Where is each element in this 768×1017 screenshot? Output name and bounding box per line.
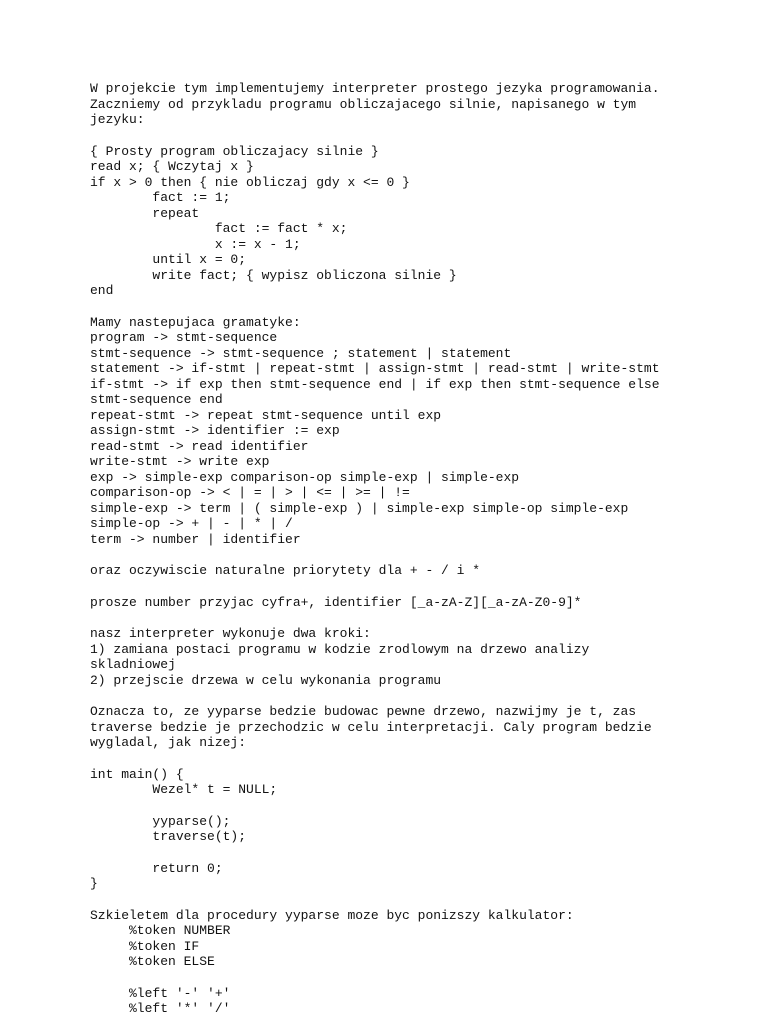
blank-line xyxy=(90,547,760,563)
text-line: int main() { xyxy=(90,766,184,782)
text-line: traverse bedzie je przechodzic w celu interpretacji. Caly program bedzie xyxy=(90,719,652,735)
text-line: stmt-sequence end xyxy=(90,392,223,407)
blank-line xyxy=(90,845,760,861)
text-line: Mamy nastepujaca gramatyke: xyxy=(90,314,301,330)
text-line: fact := fact * x; xyxy=(90,221,348,236)
text-line: traverse(t); xyxy=(90,829,247,844)
text-line: Oznacza to, ze yyparse bedzie budowac pewne drzewo, nazwijmy je t, zas xyxy=(90,704,637,719)
text-line: nasz interpreter wykonuje dwa kroki: xyxy=(90,626,371,641)
text-line: write fact; { wypisz obliczona silnie } xyxy=(90,267,457,283)
text-line: W projekcie tym implementujemy interpreter prostego jezyka programowania. xyxy=(90,81,660,96)
text-line: if-stmt -> if exp then stmt-sequence end | if exp then stmt-sequence else xyxy=(90,376,660,392)
text-line: x := x - 1; xyxy=(90,236,301,252)
text-line: exp -> simple-exp comparison-op simple-exp | simple-exp xyxy=(90,469,520,485)
text-line: until x = 0; xyxy=(90,252,247,267)
text-line: wygladal, jak nizej: xyxy=(90,735,247,750)
text-line: repeat xyxy=(90,205,200,221)
text-line: jezyku: xyxy=(90,112,145,127)
blank-line xyxy=(90,299,760,315)
text-line: end xyxy=(90,283,114,298)
text-line: 2) przejscie drzewa w celu wykonania programu xyxy=(90,672,442,688)
text-line: simple-exp -> term | ( simple-exp ) | simple-exp simple-op simple-exp xyxy=(90,500,629,516)
text-line: %left '*' '/' xyxy=(90,1001,231,1016)
text-line: Szkieletem dla procedury yyparse moze byc ponizszy kalkulator: xyxy=(90,907,574,923)
text-line: 1) zamiana postaci programu w kodzie zrodlowym na drzewo analizy xyxy=(90,641,590,657)
text-line: oraz oczywiscie naturalne priorytety dla + - / i * xyxy=(90,563,481,578)
blank-line xyxy=(90,892,760,908)
text-line: skladniowej xyxy=(90,657,176,672)
text-line: return 0; xyxy=(90,860,223,876)
text-line: } xyxy=(90,876,98,891)
blank-line xyxy=(90,970,760,986)
blank-line xyxy=(90,798,760,814)
text-line: assign-stmt -> identifier := exp xyxy=(90,423,340,438)
blank-line xyxy=(90,751,760,767)
text-line: simple-op -> + | - | * | / xyxy=(90,516,293,531)
blank-line xyxy=(90,688,760,704)
text-line: repeat-stmt -> repeat stmt-sequence until exp xyxy=(90,407,442,423)
text-line: comparison-op -> < | = | > | <= | >= | != xyxy=(90,485,410,500)
text-line: if x > 0 then { nie obliczaj gdy x <= 0 } xyxy=(90,174,410,190)
text-line: %left '-' '+' xyxy=(90,985,231,1001)
text-line: Zaczniemy od przykladu programu obliczajacego silnie, napisanego w tym xyxy=(90,96,637,112)
text-line: read x; { Wczytaj x } xyxy=(90,159,254,174)
text-line: stmt-sequence -> stmt-sequence ; statement | statement xyxy=(90,345,512,361)
text-line: read-stmt -> read identifier xyxy=(90,438,309,454)
text-line: %token IF xyxy=(90,938,200,954)
text-line: statement -> if-stmt | repeat-stmt | assign-stmt | read-stmt | write-stmt xyxy=(90,361,660,376)
blank-line xyxy=(90,128,760,144)
text-line: Wezel* t = NULL; xyxy=(90,782,278,797)
text-line: %token ELSE xyxy=(90,954,215,969)
text-line: prosze number przyjac cyfra+, identifier [_a-zA-Z][_a-zA-Z0-9]* xyxy=(90,594,582,610)
text-line: { Prosty program obliczajacy silnie } xyxy=(90,143,379,159)
text-line: program -> stmt-sequence xyxy=(90,330,278,345)
text-line: %token NUMBER xyxy=(90,923,231,938)
text-line: write-stmt -> write exp xyxy=(90,454,270,469)
text-line: term -> number | identifier xyxy=(90,531,301,547)
text-line: yyparse(); xyxy=(90,813,231,829)
blank-line xyxy=(90,610,760,626)
document-body xyxy=(90,81,760,1017)
text-line: fact := 1; xyxy=(90,190,231,205)
blank-line xyxy=(90,579,760,595)
